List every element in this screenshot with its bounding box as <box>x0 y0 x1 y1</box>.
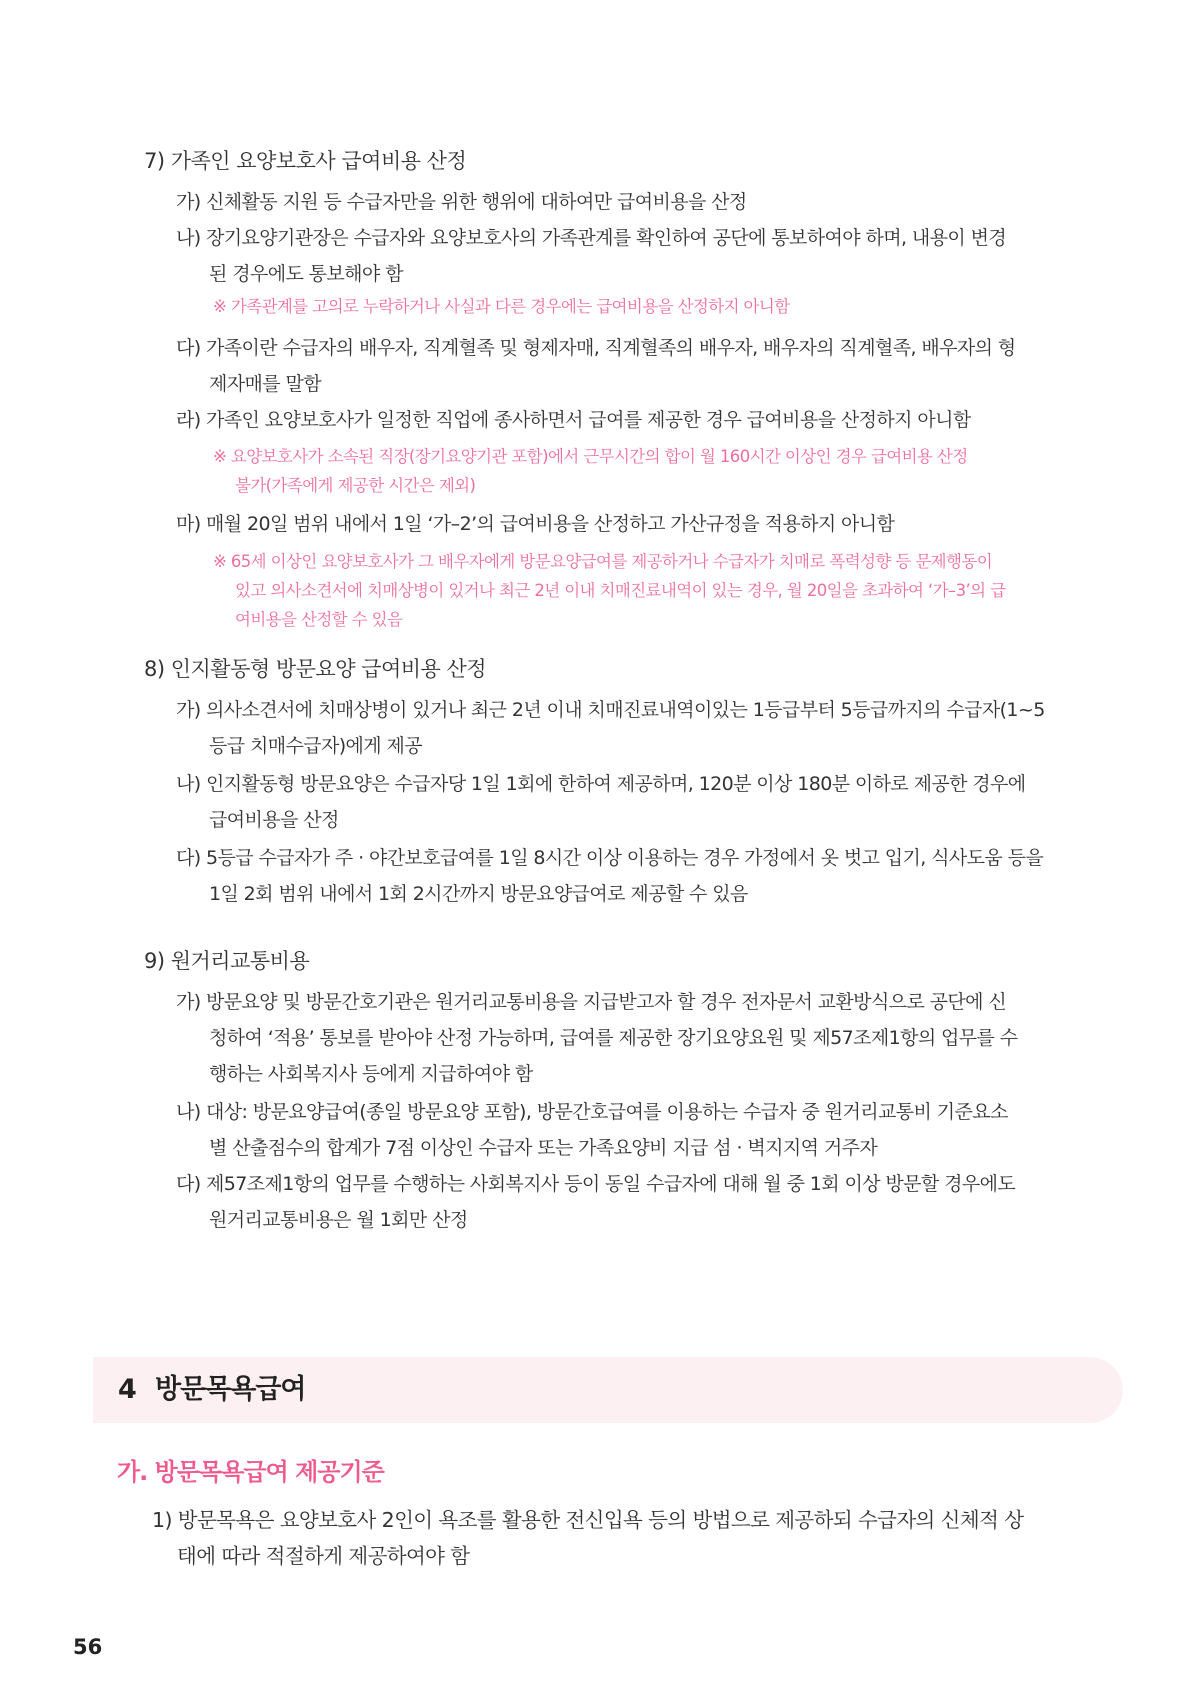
section-7-item-d-note <box>213 442 968 500</box>
section-7-heading: 7) 가족인 요양보호사 급여비용 산정 <box>144 149 467 173</box>
item-text-line2: 제자매를 말함 <box>209 373 321 395</box>
note-mark: ※ <box>213 297 227 316</box>
item-text-line1: 대상: 방문요양급여(종일 방문요양 포함), 방문간호급여를 이용하는 수급자 중 원거리교통비 기준요소 <box>206 1101 1008 1123</box>
section-8-item-b <box>176 766 1026 838</box>
item-text-line2: 급여비용을 산정 <box>209 809 339 831</box>
note-text-line2: 불가(가족에게 제공한 시간은 제외) <box>235 476 476 495</box>
section-7-item-c <box>176 330 1016 402</box>
section-9-item-a <box>176 984 1017 1092</box>
item-text-line1: 의사소견서에 치매상병이 있거나 최근 2년 이내 치매진료내역이있는 1등급부터 5등급까지의 수급자(1~5 <box>206 699 1045 721</box>
item-text-line1: 장기요양기관장은 수급자와 요양보호사의 가족관계를 확인하여 공단에 통보하여야 하며, 내용이 변경 <box>206 227 1007 249</box>
note-text-line1: 65세 이상인 요양보호사가 그 배우자에게 방문요양급여를 제공하거나 수급자가 치매로 폭력성향 등 문제행동이 <box>230 552 993 571</box>
section-9-heading: 9) 원거리교통비용 <box>144 949 310 973</box>
section-8-item-c <box>176 840 1043 912</box>
chapter-banner <box>93 1357 1123 1423</box>
item-label: 라) <box>176 409 201 431</box>
item-text-line2: 1일 2회 범위 내에서 1회 2시간까지 방문요양급여로 제공할 수 있음 <box>209 883 748 905</box>
item-label: 나) <box>176 227 201 249</box>
section-9-item-b <box>176 1094 1008 1166</box>
item-label: 다) <box>176 847 201 869</box>
section-8-item-a <box>176 692 1045 764</box>
item-text-line2: 된 경우에도 통보해야 함 <box>209 263 403 285</box>
note-text-line2: 있고 의사소견서에 치매상병이 있거나 최근 2년 이내 치매진료내역이 있는 경우, 월 20일을 초과하여 ‘가–3’의 급 <box>235 581 1006 600</box>
item-text-line2: 등급 치매수급자)에게 제공 <box>209 735 422 757</box>
section-7-item-e <box>176 506 894 542</box>
chapter-number: 4 <box>118 1374 137 1405</box>
section-7-item-e-note <box>213 547 1005 634</box>
item-text-line1: 방문요양 및 방문간호기관은 원거리교통비용을 지급받고자 할 경우 전자문서 교환방식으로 공단에 신 <box>206 991 1007 1013</box>
item-text: 가족인 요양보호사가 일정한 직업에 종사하면서 급여를 제공한 경우 급여비용을 산정하지 아니함 <box>206 409 971 431</box>
section-7-item-d <box>176 402 971 438</box>
item-label: 가) <box>176 991 201 1013</box>
item-text-line1: 가족이란 수급자의 배우자, 직계혈족 및 형제자매, 직계혈족의 배우자, 배우자의 직계혈족, 배우자의 형 <box>206 337 1016 359</box>
item-text-line1: 제57조제1항의 업무를 수행하는 사회복지사 등이 동일 수급자에 대해 월 중 1회 이상 방문할 경우에도 <box>206 1173 1016 1195</box>
item-text-line2: 원거리교통비용은 월 1회만 산정 <box>209 1209 468 1231</box>
item-label: 가) <box>176 191 201 213</box>
item-text-line1: 인지활동형 방문요양은 수급자당 1일 1회에 한하여 제공하며, 120분 이상 180분 이하로 제공한 경우에 <box>206 773 1026 795</box>
item-text: 신체활동 지원 등 수급자만을 위한 행위에 대하여만 급여비용을 산정 <box>206 191 747 213</box>
section-7-item-b-note <box>213 292 790 321</box>
note-text-line1: 요양보호사가 소속된 직장(장기요양기관 포함)에서 근무시간의 합이 월 160시간 이상인 경우 급여비용 산정 <box>230 447 968 466</box>
note-mark: ※ <box>213 447 227 466</box>
section-8-heading: 8) 인지활동형 방문요양 급여비용 산정 <box>144 657 487 681</box>
item-text-line2: 별 산출점수의 합계가 7점 이상인 수급자 또는 가족요양비 지급 섬 · 벽지지역 거주자 <box>209 1137 878 1159</box>
section-7-item-b <box>176 220 1006 292</box>
note-text-line3: 여비용을 산정할 수 있음 <box>235 610 403 629</box>
section-9-item-c <box>176 1166 1015 1238</box>
item-text-line1: 방문목욕은 요양보호사 2인이 욕조를 활용한 전신입욕 등의 방법으로 제공하되 수급자의 신체적 상 <box>177 1508 1024 1532</box>
item-text-line2: 태에 따라 적절하게 제공하여야 함 <box>177 1544 470 1568</box>
item-label: 가) <box>176 699 201 721</box>
item-text-line2: 청하여 ‘적용’ 통보를 받아야 산정 가능하며, 급여를 제공한 장기요양요원 및 제57조제1항의 업무를 수 <box>209 1027 1018 1049</box>
item-label: 나) <box>176 773 201 795</box>
item-label: 1) <box>152 1508 172 1532</box>
item-label: 다) <box>176 337 201 359</box>
note-mark: ※ <box>213 552 227 571</box>
item-label: 나) <box>176 1101 201 1123</box>
item-label: 다) <box>176 1173 201 1195</box>
subsection-title: 가. 방문목욕급여 제공기준 <box>117 1458 384 1486</box>
note-text: 가족관계를 고의로 누락하거나 사실과 다른 경우에는 급여비용을 산정하지 아니함 <box>230 297 790 316</box>
section-7-item-a <box>176 184 747 220</box>
chapter-title: 방문목욕급여 <box>155 1374 306 1405</box>
item-text-line1: 5등급 수급자가 주 · 야간보호급여를 1일 8시간 이상 이용하는 경우 가정에서 옷 벗고 입기, 식사도움 등을 <box>206 847 1044 869</box>
body-item-1 <box>152 1502 1137 1574</box>
item-text: 매월 20일 범위 내에서 1일 ‘가–2’의 급여비용을 산정하고 가산규정을 적용하지 아니함 <box>206 513 895 535</box>
page-number: 56 <box>73 1635 103 1659</box>
item-label: 마) <box>176 513 201 535</box>
item-text-line3: 행하는 사회복지사 등에게 지급하여야 함 <box>209 1063 533 1085</box>
